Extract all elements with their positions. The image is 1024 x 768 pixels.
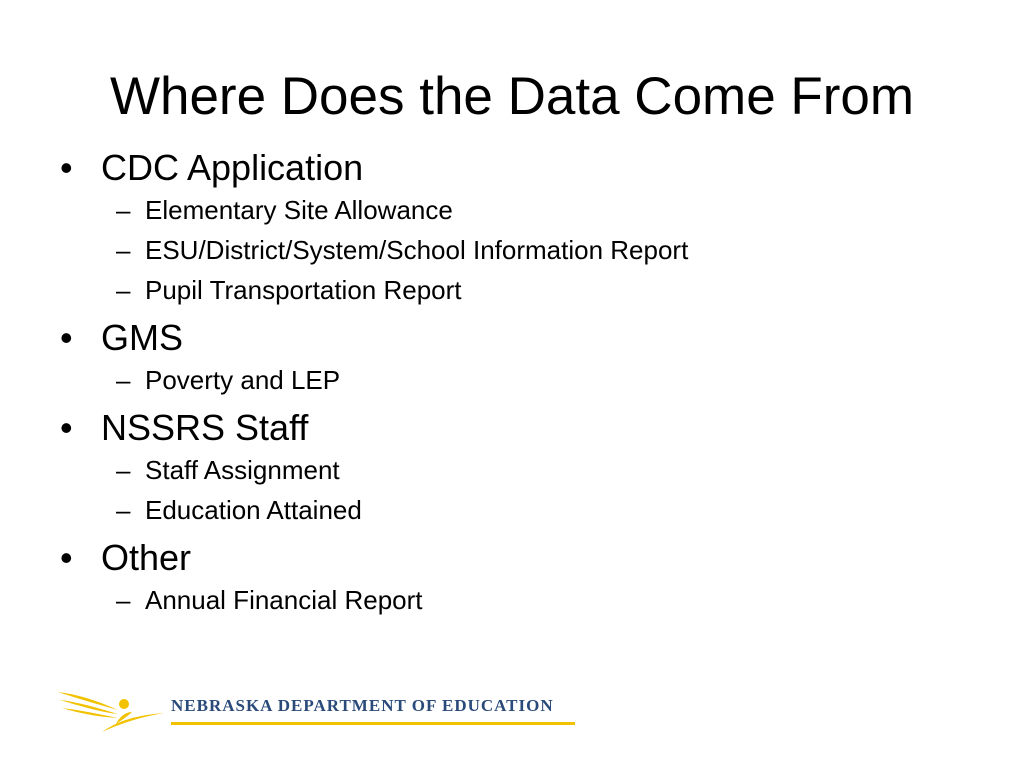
bullet-item (60, 536, 960, 580)
sub-bullet-label: Education Attained (145, 495, 362, 525)
bullet-marker: • (60, 407, 73, 448)
sub-bullet-marker: – (116, 275, 131, 305)
bullet-item (60, 316, 960, 360)
bullet-marker: • (60, 537, 73, 578)
org-name: NEBRASKA DEPARTMENT OF EDUCATION (171, 696, 554, 715)
sub-bullet-label: Pupil Transportation Report (145, 275, 462, 305)
footer-logo (56, 686, 616, 736)
sub-bullet-marker: – (116, 235, 131, 265)
bullet-label: CDC Application (101, 147, 364, 188)
sub-bullet-item (60, 360, 960, 400)
slide-title: Where Does the Data Come From (109, 67, 915, 126)
bullet-item (60, 406, 960, 450)
bullet-label: NSSRS Staff (101, 407, 309, 448)
sub-bullet-item (60, 450, 960, 490)
org-underline (171, 722, 575, 725)
bullet-marker: • (60, 317, 73, 358)
bullet-label: GMS (101, 317, 184, 358)
sub-bullet-label: ESU/District/System/School Information Report (145, 235, 689, 265)
sub-bullet-item (60, 230, 960, 270)
bullet-item (60, 146, 960, 190)
sub-bullet-item (60, 270, 960, 310)
bullet-label: Other (101, 537, 192, 578)
sub-bullet-marker: – (116, 455, 131, 485)
sub-bullet-marker: – (116, 365, 131, 395)
sub-bullet-marker: – (116, 495, 131, 525)
bullet-list (60, 146, 960, 620)
sub-bullet-item (60, 490, 960, 530)
sub-bullet-label: Staff Assignment (145, 455, 340, 485)
sub-bullet-marker: – (116, 195, 131, 225)
sub-bullet-item (60, 580, 960, 620)
sub-bullet-label: Poverty and LEP (145, 365, 341, 395)
sub-bullet-item (60, 190, 960, 230)
nde-swoosh-logo-icon (56, 686, 166, 736)
sub-bullet-label: Elementary Site Allowance (145, 195, 453, 225)
sub-bullet-label: Annual Financial Report (145, 585, 423, 615)
bullet-marker: • (60, 147, 73, 188)
sub-bullet-marker: – (116, 585, 131, 615)
